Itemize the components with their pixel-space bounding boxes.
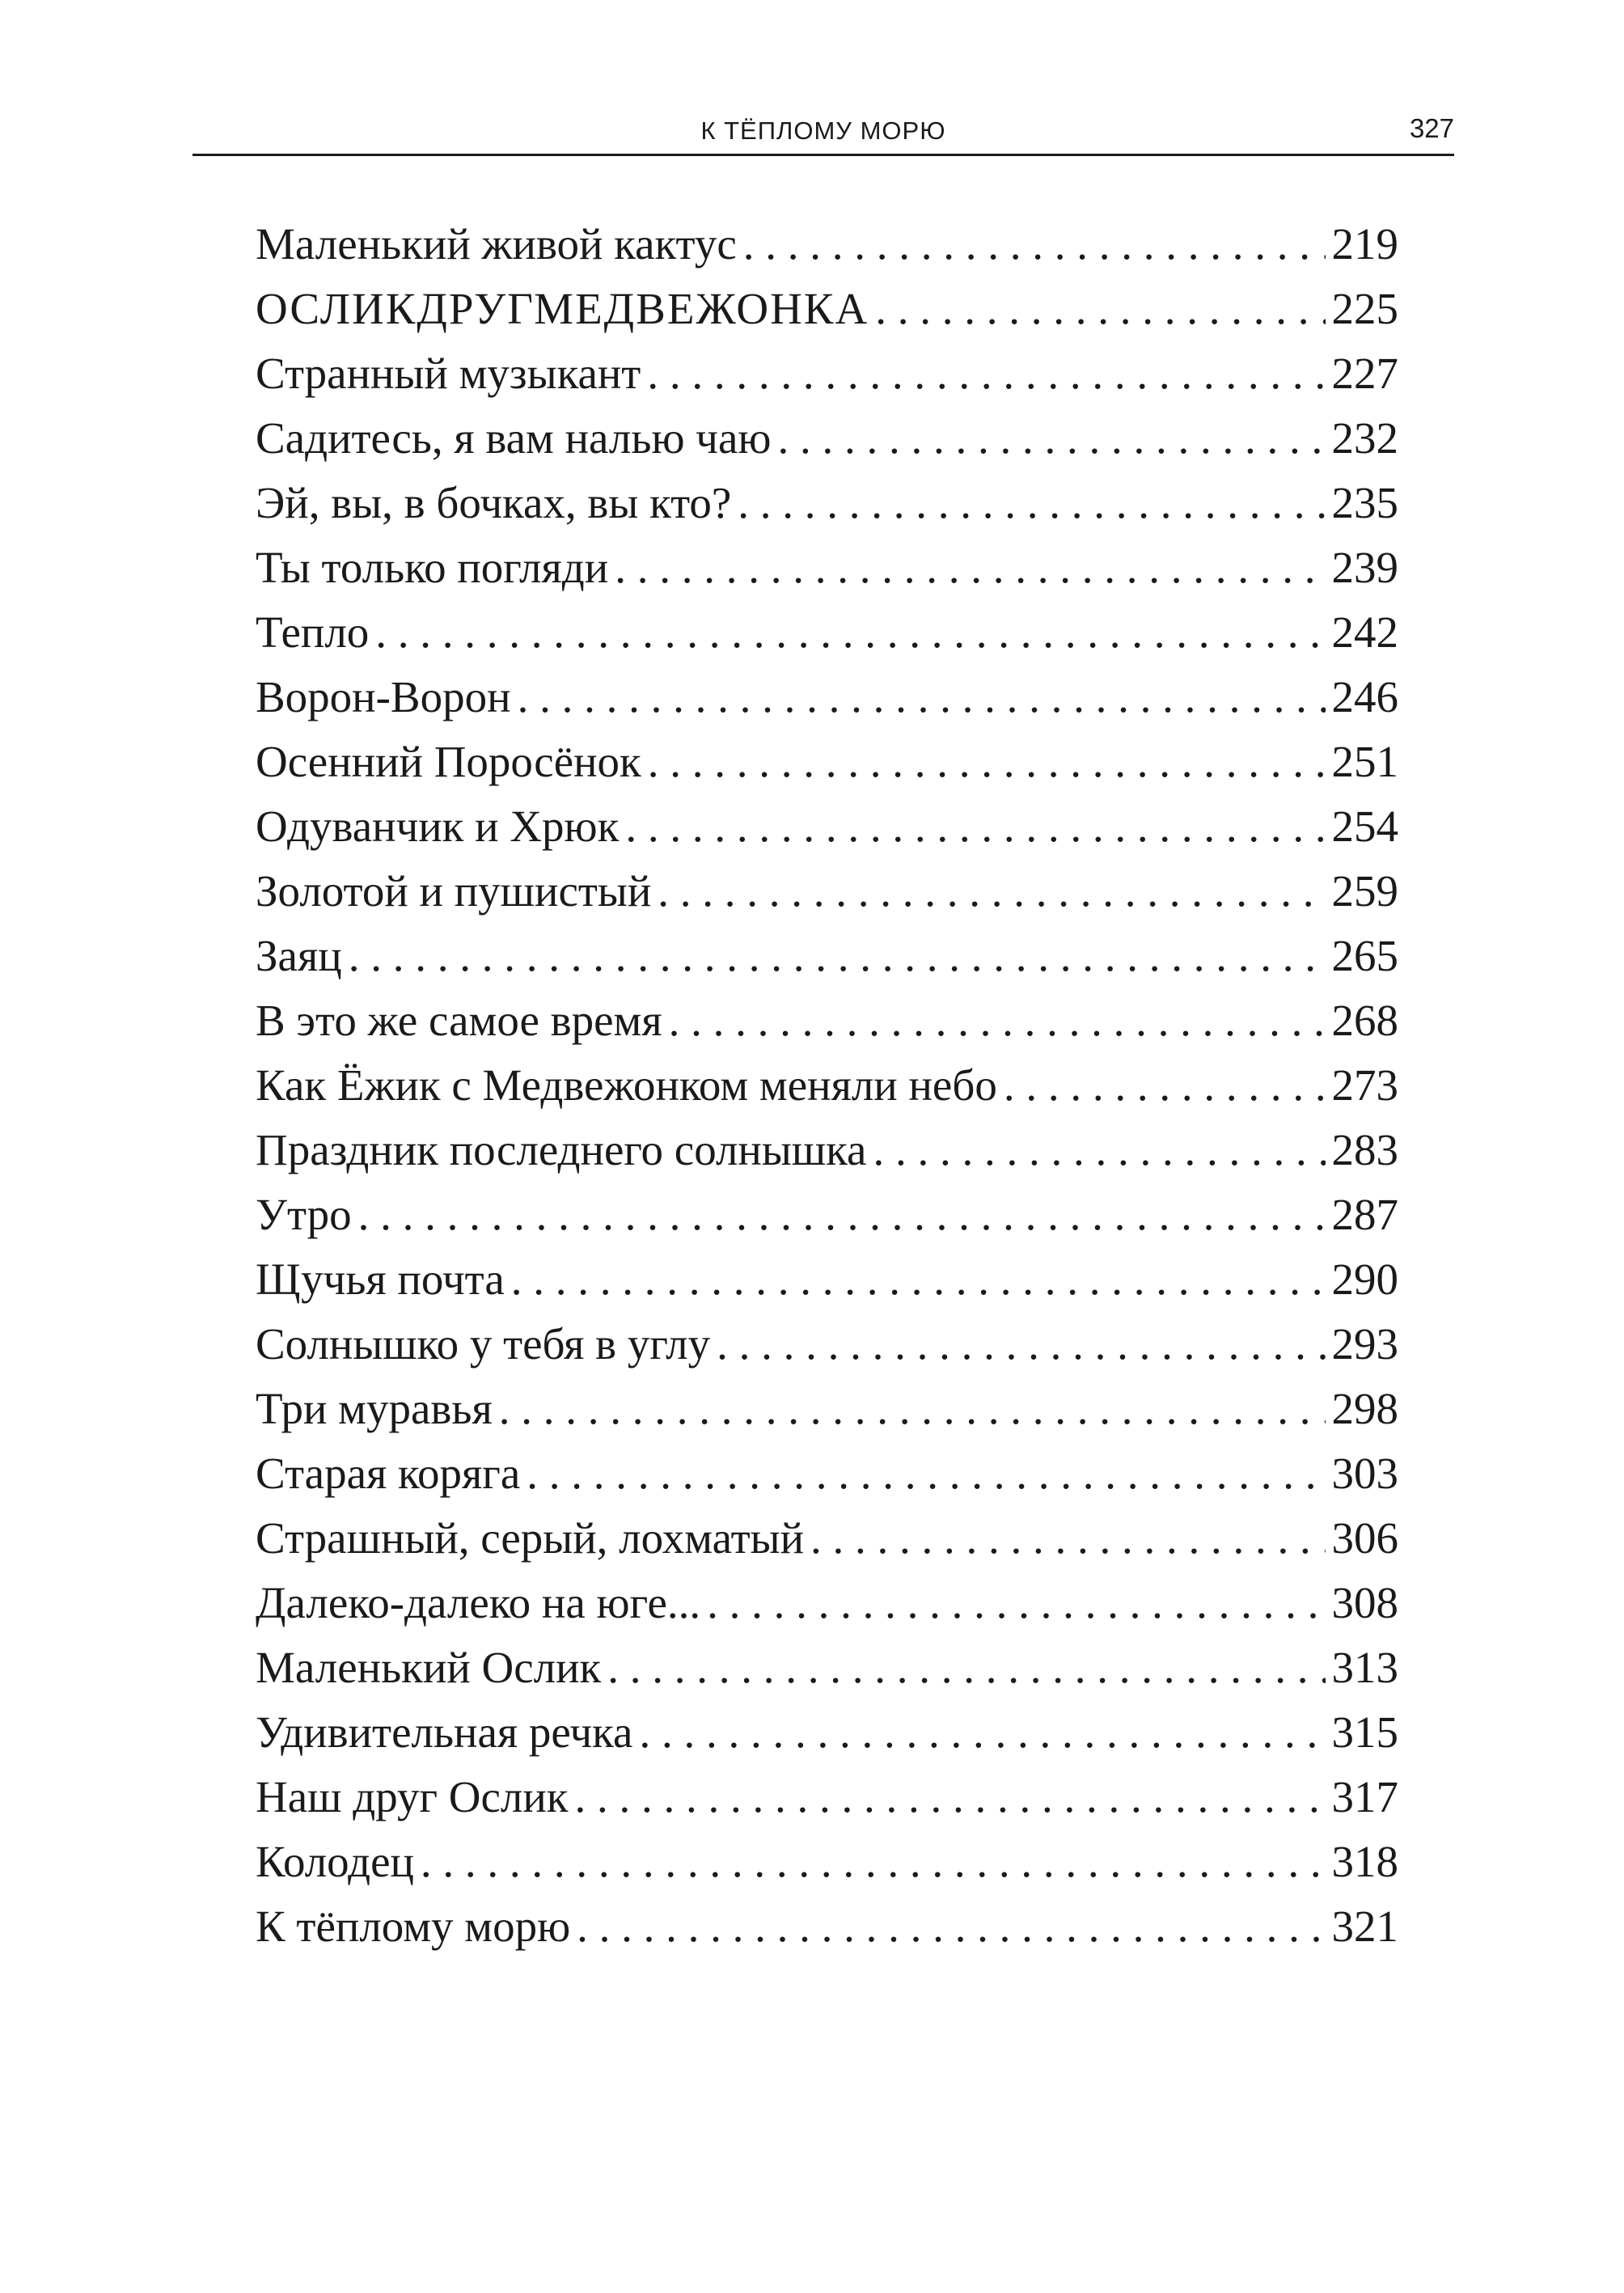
toc-entry — [256, 924, 1398, 988]
dot-leader — [607, 1635, 1325, 1700]
toc-entry — [256, 794, 1398, 859]
toc-entry-title: Золотой и пушистый — [256, 866, 652, 916]
toc-entry — [256, 1312, 1398, 1377]
toc-entry-title: Тепло — [256, 607, 370, 657]
toc-entry-title: Утро — [256, 1190, 352, 1239]
dot-leader — [777, 406, 1325, 471]
dot-leader — [1004, 1053, 1326, 1118]
toc-entry-page: 232 — [1331, 413, 1398, 463]
dot-leader — [358, 1182, 1326, 1247]
toc-entry — [256, 1441, 1398, 1506]
running-header — [192, 112, 1454, 156]
toc-entry-title: Старая коряга — [256, 1449, 521, 1498]
toc-entry-page: 235 — [1331, 478, 1398, 527]
dot-leader — [375, 600, 1325, 665]
toc-entry — [256, 341, 1398, 406]
dot-leader — [615, 535, 1325, 600]
dot-leader — [625, 794, 1325, 859]
toc-entry-page: 315 — [1331, 1707, 1398, 1757]
toc-entry — [256, 1182, 1398, 1247]
toc-entry-page: 313 — [1331, 1643, 1398, 1692]
toc-entry-page: 298 — [1331, 1384, 1398, 1433]
toc-entry-page: 242 — [1331, 607, 1398, 657]
toc-entry-page: 287 — [1331, 1190, 1398, 1239]
toc-entry — [256, 665, 1398, 730]
toc-entry-page: 317 — [1331, 1772, 1398, 1821]
toc-entry-page: 308 — [1331, 1578, 1398, 1627]
toc-entry — [256, 212, 1398, 277]
dot-leader — [743, 212, 1326, 277]
toc-entry-page: 318 — [1331, 1837, 1398, 1886]
toc-entry-page: 321 — [1331, 1902, 1398, 1951]
page-number: 327 — [1409, 113, 1454, 143]
toc-entry — [256, 471, 1398, 535]
toc-entry — [256, 1765, 1398, 1830]
toc-entry-title: В это же самое время — [256, 996, 662, 1045]
toc-entry-title: Щучья почта — [256, 1254, 505, 1304]
toc-entry-page: 268 — [1331, 996, 1398, 1045]
toc-entry-title: Ворон-Ворон — [256, 672, 511, 721]
toc-entry-page: 303 — [1331, 1449, 1398, 1498]
dot-leader — [669, 988, 1326, 1053]
toc-entry-title: Страшный, серый, лохматый — [256, 1513, 805, 1563]
toc-entry — [256, 1571, 1398, 1635]
toc-entry — [256, 1118, 1398, 1182]
toc-entry-title: Колодец — [256, 1837, 414, 1886]
toc-entry-page: 265 — [1331, 931, 1398, 980]
dot-leader — [647, 341, 1325, 406]
dot-leader — [511, 1247, 1326, 1312]
toc-entry-title: Три муравья — [256, 1384, 493, 1433]
toc-entry-title: Маленький Ослик — [256, 1643, 602, 1692]
toc-entry-title: Ты только погляди — [256, 543, 609, 592]
dot-leader — [648, 730, 1326, 794]
dot-leader — [707, 1571, 1325, 1635]
toc-entry-title: Как Ёжик с Медвежонком меняли небо — [256, 1060, 997, 1110]
toc-entry-title: Маленький живой кактус — [256, 219, 737, 269]
toc-entry-title: К тёплому морю — [256, 1902, 571, 1951]
dot-leader — [873, 1118, 1325, 1182]
dot-leader — [499, 1377, 1326, 1441]
toc-entry-title: Садитесь, я вам налью чаю — [256, 413, 772, 463]
toc-entry-title: Заяц — [256, 931, 342, 980]
toc-entry-page: 225 — [1331, 284, 1398, 333]
toc-entry — [256, 277, 1398, 341]
toc-entry-title: Солнышко у тебя в углу — [256, 1319, 711, 1369]
dot-leader — [518, 665, 1326, 730]
toc-entry-page: 273 — [1331, 1060, 1398, 1110]
toc-entry-page: 239 — [1331, 543, 1398, 592]
toc-entry — [256, 1894, 1398, 1959]
toc-entry-page: 219 — [1331, 219, 1398, 269]
toc-entry-title: Наш друг Ослик — [256, 1772, 569, 1821]
dot-leader — [717, 1312, 1325, 1377]
toc-entry — [256, 1247, 1398, 1312]
toc-entry — [256, 859, 1398, 924]
toc-entry-page: 259 — [1331, 866, 1398, 916]
toc-entry — [256, 988, 1398, 1053]
dot-leader — [575, 1765, 1326, 1830]
toc-entry-title: Одуванчик и Хрюк — [256, 802, 620, 851]
toc-entry-page: 290 — [1331, 1254, 1398, 1304]
toc-entry — [256, 730, 1398, 794]
toc-entry — [256, 535, 1398, 600]
toc-entry — [256, 1700, 1398, 1765]
dot-leader — [349, 924, 1326, 988]
toc-entry-title: Осенний Поросёнок — [256, 737, 641, 786]
dot-leader — [527, 1441, 1325, 1506]
dot-leader — [875, 277, 1325, 341]
toc-entry-page: 283 — [1331, 1125, 1398, 1174]
toc-entry-page: 227 — [1331, 349, 1398, 398]
toc-entry — [256, 406, 1398, 471]
toc-entry — [256, 1506, 1398, 1571]
toc-entry-page: 306 — [1331, 1513, 1398, 1563]
toc-entry-title: Странный музыкант — [256, 349, 641, 398]
toc-entry-title: Праздник последнего солнышка — [256, 1125, 867, 1174]
toc-entry-page: 254 — [1331, 802, 1398, 851]
toc-entry — [256, 1053, 1398, 1118]
dot-leader — [421, 1830, 1326, 1894]
toc-entry-page: 293 — [1331, 1319, 1398, 1369]
toc-entry-title: Удивительная речка — [256, 1707, 633, 1757]
toc-entry — [256, 1830, 1398, 1894]
dot-leader — [738, 471, 1325, 535]
dot-leader — [810, 1506, 1325, 1571]
dot-leader — [577, 1894, 1325, 1959]
toc-entry — [256, 600, 1398, 665]
toc-entry-title: ОСЛИКДРУГМЕДВЕЖОНКА — [256, 284, 869, 333]
dot-leader — [658, 859, 1325, 924]
table-of-contents — [256, 212, 1398, 1959]
toc-entry-page: 246 — [1331, 672, 1398, 721]
toc-entry — [256, 1377, 1398, 1441]
toc-entry-title: Далеко-далеко на юге... — [256, 1578, 701, 1627]
dot-leader — [639, 1700, 1325, 1765]
toc-entry-page: 251 — [1331, 737, 1398, 786]
toc-entry — [256, 1635, 1398, 1700]
toc-entry-title: Эй, вы, в бочках, вы кто? — [256, 478, 732, 527]
running-title: К ТЁПЛОМУ МОРЮ — [700, 116, 946, 145]
